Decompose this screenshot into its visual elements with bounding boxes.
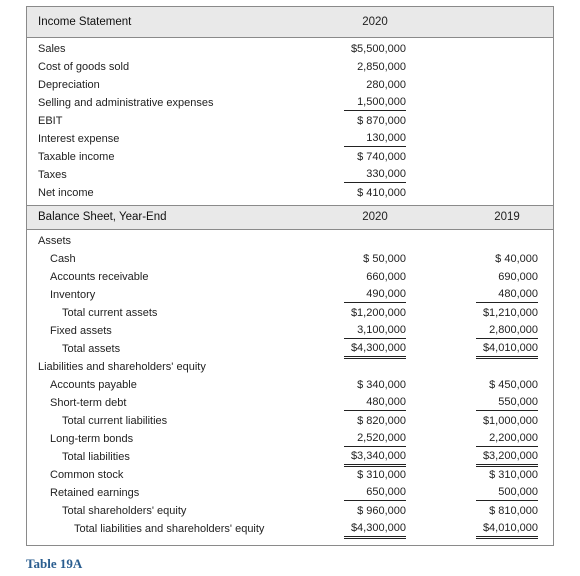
- balance-sheet-title: Balance Sheet, Year-End: [38, 211, 167, 223]
- value-2020: $ 960,000: [357, 505, 406, 517]
- value-2020: 650,000: [344, 484, 406, 501]
- row-label: Common stock: [50, 469, 124, 481]
- value-2020: $4,300,000: [344, 520, 406, 539]
- value-2020: 2,850,000: [357, 61, 406, 73]
- row-label: Taxes: [38, 169, 67, 181]
- value-2019: $ 40,000: [495, 253, 538, 265]
- row-label: Total current liabilities: [62, 415, 168, 427]
- income-year-2020: 2020: [362, 16, 388, 28]
- value-2019: $ 450,000: [489, 379, 538, 391]
- value-2020: $ 310,000: [357, 469, 406, 481]
- value-2019: 690,000: [498, 271, 538, 283]
- value-2020: 130,000: [344, 130, 406, 147]
- income-statement-header-band: [27, 7, 553, 38]
- value-2020: $ 870,000: [357, 115, 406, 127]
- value-2019: $3,200,000: [476, 448, 538, 467]
- value-2020: 1,500,000: [344, 94, 406, 111]
- value-2020: $ 340,000: [357, 379, 406, 391]
- balance-year-2020: 2020: [362, 211, 388, 223]
- value-2020: $3,340,000: [344, 448, 406, 467]
- row-label: EBIT: [38, 115, 63, 127]
- row-label: Cash: [50, 253, 76, 265]
- value-2019: $4,010,000: [476, 520, 538, 539]
- value-2020: $ 50,000: [363, 253, 406, 265]
- section-heading: [27, 358, 553, 376]
- row-label: Taxable income: [38, 151, 115, 163]
- value-2020: 480,000: [344, 394, 406, 411]
- liabilities-heading: Liabilities and shareholders' equity: [38, 361, 206, 373]
- value-2019: 500,000: [476, 484, 538, 501]
- table-row: [27, 322, 553, 340]
- table-caption: Table 19A: [26, 556, 83, 571]
- row-label: Total liabilities and shareholders' equity: [74, 523, 265, 535]
- table-row: [27, 112, 553, 130]
- table-row: [27, 412, 553, 430]
- value-2019: 2,200,000: [476, 430, 538, 447]
- table-row: [27, 430, 553, 448]
- row-label: Fixed assets: [50, 325, 112, 337]
- table-row: [27, 130, 553, 148]
- value-2019: $ 310,000: [489, 469, 538, 481]
- table-row: [27, 340, 553, 358]
- value-2019: 550,000: [476, 394, 538, 411]
- table-row: [27, 502, 553, 520]
- financial-table: [26, 6, 554, 546]
- row-label: Net income: [38, 187, 94, 199]
- value-2020: 3,100,000: [344, 322, 406, 339]
- value-2020: $5,500,000: [350, 43, 406, 55]
- table-row: [27, 394, 553, 412]
- value-2019: 2,800,000: [476, 322, 538, 339]
- table-row: [27, 148, 553, 166]
- row-label: Selling and administrative expenses: [38, 97, 214, 109]
- value-2020: 660,000: [366, 271, 406, 283]
- row-label: Total liabilities: [62, 451, 130, 463]
- value-2019: $1,210,000: [482, 307, 538, 319]
- section-heading: [27, 232, 553, 250]
- value-2020: $4,300,000: [344, 340, 406, 359]
- row-label: Total shareholders' equity: [62, 505, 187, 517]
- row-label: Sales: [38, 43, 66, 55]
- table-row: [27, 286, 553, 304]
- value-2020: $1,200,000: [350, 307, 406, 319]
- row-label: Total assets: [62, 343, 121, 355]
- balance-year-2019: 2019: [494, 211, 520, 223]
- table-row: [27, 268, 553, 286]
- value-2019: $1,000,000: [482, 415, 538, 427]
- value-2020: $ 740,000: [357, 151, 406, 163]
- balance-sheet-header-band: [27, 205, 553, 230]
- table-row: [27, 376, 553, 394]
- value-2020: 330,000: [344, 166, 406, 183]
- row-label: Depreciation: [38, 79, 100, 91]
- assets-heading: Assets: [38, 235, 72, 247]
- table-row: [27, 466, 553, 484]
- row-label: Total current assets: [62, 307, 158, 319]
- row-label: Retained earnings: [50, 487, 140, 499]
- row-label: Cost of goods sold: [38, 61, 130, 73]
- row-label: Accounts receivable: [50, 271, 149, 283]
- value-2020: $ 410,000: [357, 187, 406, 199]
- value-2020: 2,520,000: [344, 430, 406, 447]
- value-2020: 490,000: [344, 286, 406, 303]
- table-row: [27, 484, 553, 502]
- row-label: Interest expense: [38, 133, 120, 145]
- table-row: [27, 40, 553, 58]
- value-2020: $ 820,000: [357, 415, 406, 427]
- row-label: Short-term debt: [50, 397, 127, 409]
- value-2020: 280,000: [366, 79, 406, 91]
- table-row: [27, 520, 553, 538]
- table-row: [27, 58, 553, 76]
- table-row: [27, 304, 553, 322]
- value-2019: 480,000: [476, 286, 538, 303]
- table-row: [27, 448, 553, 466]
- table-row: [27, 250, 553, 268]
- table-row: [27, 76, 553, 94]
- row-label: Accounts payable: [50, 379, 137, 391]
- row-label: Long-term bonds: [50, 433, 134, 445]
- table-row: [27, 184, 553, 202]
- value-2019: $ 810,000: [489, 505, 538, 517]
- income-statement-title: Income Statement: [38, 16, 132, 28]
- row-label: Inventory: [50, 289, 96, 301]
- table-row: [27, 94, 553, 112]
- table-row: [27, 166, 553, 184]
- value-2019: $4,010,000: [476, 340, 538, 359]
